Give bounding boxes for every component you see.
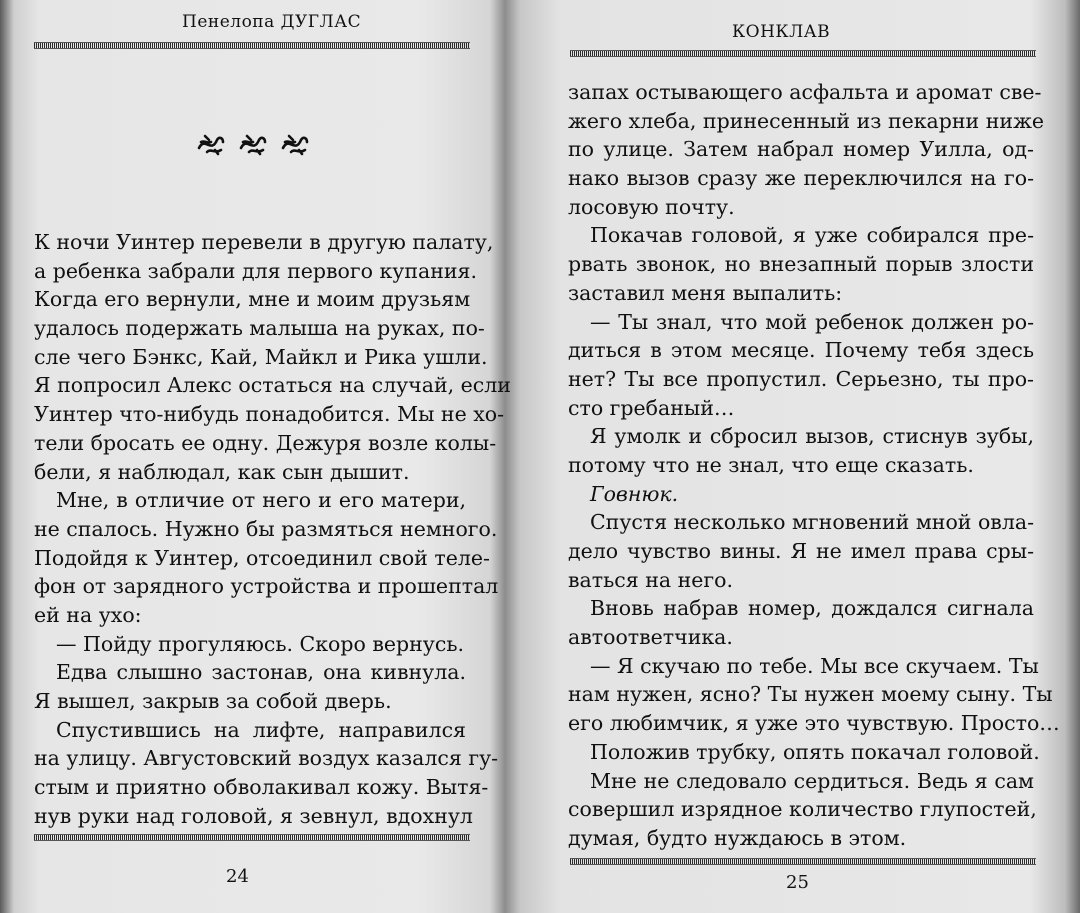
text-line: сто гребаный…	[568, 395, 735, 420]
text-line: нув руки над головой, я зевнул, вдохнул	[34, 803, 473, 828]
text-line: нет? Ты все пропустил. Серьезно, ты про-	[568, 366, 1034, 391]
text-line: тели бросать ее одну. Дежуря возле колы-	[34, 430, 497, 455]
left-page-body	[34, 228, 511, 830]
text-line: стым и приятно обволакивал кожу. Вытя-	[34, 775, 489, 800]
text-line: Подойдя к Уинтер, отсоединил свой теле-	[34, 545, 490, 570]
page-number: 24	[226, 866, 249, 887]
text-line: Мне не следовало сердиться. Ведь я сам	[590, 768, 1034, 793]
text-line: Покачав головой, я уже собирался пре-	[590, 223, 1034, 248]
running-head-author: Пенелопа ДУГЛАС	[182, 12, 362, 32]
text-line: Уинтер что-нибудь понадобится. Мы не хо-	[34, 402, 505, 427]
text-line: нако вызов сразу же переключился на го-	[568, 166, 1034, 191]
text-line: Я вышел, закрыв за собой дверь.	[34, 689, 392, 713]
text-line: сле чего Бэнкс, Кай, Майкл и Рика ушли.	[34, 344, 488, 369]
right-page-body	[568, 78, 1060, 853]
text-line: — Я скучаю по тебе. Мы все скучаем. Ты	[590, 653, 1039, 678]
text-line: рвать звонок, но внезапный порыв злости	[568, 252, 1034, 277]
text-line: заставил меня выпалить:	[568, 280, 843, 305]
text-line: жего хлеба, принесенный из пекарни ниже	[568, 108, 1045, 133]
fleuron-icon	[279, 128, 311, 160]
running-head-title: КОНКЛАВ	[732, 22, 831, 42]
left-page	[0, 0, 511, 913]
text-line: фон от зарядного устройства и прошептал	[34, 574, 499, 599]
text-line: потому что не знал, что еще сказать.	[568, 452, 974, 477]
text-line: лосовую почту.	[568, 194, 735, 219]
text-line: К ночи Уинтер перевели в другую палату,	[34, 230, 494, 254]
text-line: ей на ухо:	[34, 602, 142, 627]
page-number: 25	[786, 872, 809, 893]
text-line: Мне, в отличие от него и его матери,	[56, 488, 466, 513]
text-line: по улице. Затем набрал номер Уилла, од-	[568, 137, 1034, 162]
text-line: на улицу. Августовский воздух казался гу-	[34, 746, 499, 771]
text-line: дело чувство вины. Я не имел права сры-	[568, 539, 1034, 563]
text-line: Я попросил Алекс остаться на случай, если	[34, 373, 511, 398]
text-line: диться в этом месяце. Почему тебя здесь	[568, 338, 1034, 363]
text-line: не спалось. Нужно бы размяться немного.	[34, 516, 498, 541]
text-line: — Ты знал, что мой ребенок должен ро-	[590, 309, 1034, 334]
text-line: Я умолк и сбросил вызов, стиснув зубы,	[590, 424, 1034, 449]
text-line: бели, я наблюдал, как сын дышит.	[34, 459, 410, 484]
three-fleuron-ornament	[195, 128, 315, 164]
text-line: Когда его вернули, мне и моим друзьям	[34, 287, 471, 312]
fleuron-icon	[195, 128, 227, 160]
text-line: — Пойду прогуляюсь. Скоро вернусь.	[56, 631, 465, 656]
text-line: ваться на него.	[568, 567, 733, 592]
text-line: Спустившись на лифте, направился	[56, 717, 466, 742]
text-line: Спустя несколько мгновений мной овла-	[590, 510, 1035, 535]
header-rule	[34, 42, 470, 49]
footer-rule	[570, 858, 1036, 865]
text-line: а ребенка забрали для первого купания.	[34, 258, 478, 283]
header-rule	[570, 50, 1036, 57]
text-line: его любимчик, я уже это чувствую. Просто…	[568, 711, 1060, 736]
text-line: запах остывающего асфальта и аромат све-	[568, 80, 1042, 104]
footer-rule	[34, 834, 470, 841]
text-line: автоответчика.	[568, 625, 733, 650]
text-line: Говнюк.	[590, 481, 679, 506]
text-line: думая, будто нуждаюсь в этом.	[568, 825, 907, 850]
text-line: совершил изрядное количество глупостей,	[568, 797, 1037, 822]
fleuron-icon	[237, 128, 269, 160]
text-line: Положив трубку, опять покачал головой.	[590, 739, 1040, 764]
text-line: Вновь набрав номер, дождался сигнала	[590, 596, 1034, 621]
text-line: нам нужен, ясно? Ты нужен моему сыну. Ты	[568, 682, 1053, 707]
text-line: удалось подержать малыша на руках, по-	[34, 316, 485, 341]
text-line: Едва слышно застонав, она кивнула.	[56, 660, 466, 685]
